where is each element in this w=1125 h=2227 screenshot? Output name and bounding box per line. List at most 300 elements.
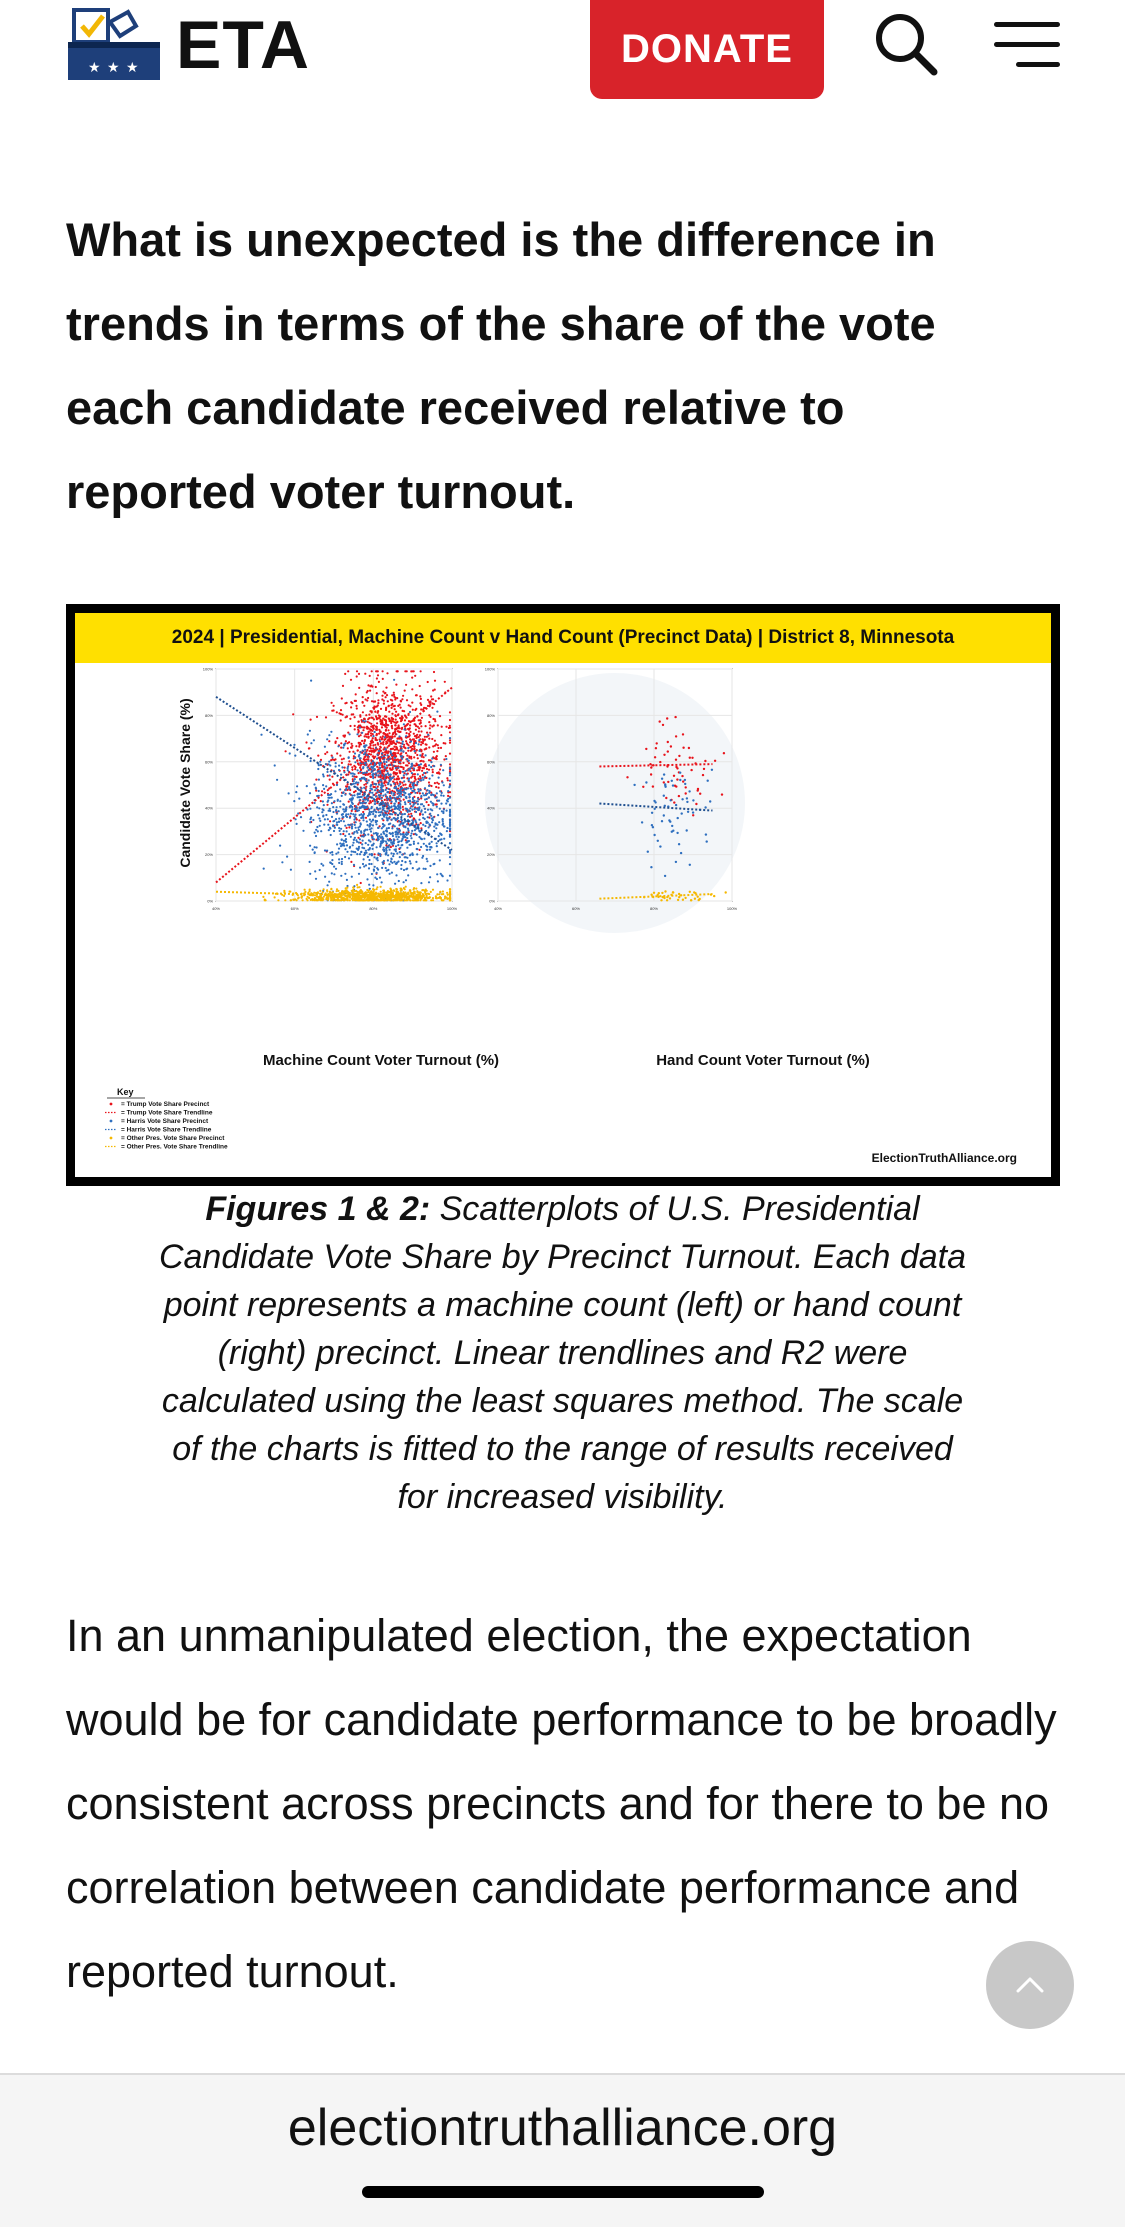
data-point xyxy=(327,794,329,796)
data-point xyxy=(650,866,652,868)
data-point xyxy=(310,680,312,682)
data-point xyxy=(651,812,653,814)
data-point xyxy=(343,892,345,894)
data-point xyxy=(363,742,365,744)
data-point xyxy=(418,790,420,792)
data-point xyxy=(439,859,441,861)
data-point xyxy=(329,891,331,893)
data-point xyxy=(317,768,319,770)
data-point xyxy=(397,767,399,769)
data-point xyxy=(344,873,346,875)
data-point xyxy=(409,803,411,805)
data-point xyxy=(395,807,397,809)
data-point xyxy=(289,890,291,892)
data-point xyxy=(402,784,404,786)
data-point xyxy=(308,890,310,892)
data-point xyxy=(304,891,306,893)
data-point xyxy=(663,754,665,756)
data-point xyxy=(688,790,690,792)
data-point xyxy=(394,705,396,707)
data-point xyxy=(351,747,353,749)
data-point xyxy=(393,721,395,723)
data-point xyxy=(391,718,393,720)
data-point xyxy=(378,729,380,731)
data-point xyxy=(331,863,333,865)
data-point xyxy=(421,717,423,719)
data-point xyxy=(442,890,444,892)
data-point xyxy=(420,708,422,710)
data-point xyxy=(436,842,438,844)
data-point xyxy=(340,709,342,711)
data-point xyxy=(309,821,311,823)
data-point xyxy=(353,839,355,841)
data-point xyxy=(449,763,451,765)
data-point xyxy=(375,892,377,894)
data-point xyxy=(341,697,343,699)
data-point xyxy=(654,756,656,758)
data-point xyxy=(400,868,402,870)
data-point xyxy=(388,817,390,819)
data-point xyxy=(660,899,662,901)
data-point xyxy=(385,761,387,763)
data-point xyxy=(360,823,362,825)
data-point xyxy=(380,791,382,793)
data-point xyxy=(367,856,369,858)
y-tick-label: 0% xyxy=(489,898,495,904)
data-point xyxy=(392,855,394,857)
data-point xyxy=(424,736,426,738)
data-point xyxy=(345,806,347,808)
data-point xyxy=(352,751,354,753)
ballot-box-logo-icon[interactable] xyxy=(66,6,162,82)
data-point xyxy=(411,790,413,792)
data-point xyxy=(350,679,352,681)
data-point xyxy=(344,702,346,704)
data-point xyxy=(355,790,357,792)
data-point xyxy=(394,753,396,755)
data-point xyxy=(405,879,407,881)
data-point xyxy=(367,733,369,735)
data-point xyxy=(449,719,451,721)
data-point xyxy=(339,755,341,757)
data-point xyxy=(641,821,643,823)
data-point xyxy=(677,817,679,819)
data-point xyxy=(411,832,413,834)
data-point xyxy=(384,763,386,765)
data-point xyxy=(433,794,435,796)
data-point xyxy=(293,899,295,901)
data-point xyxy=(335,765,337,767)
data-point xyxy=(439,891,441,893)
data-point xyxy=(420,741,422,743)
data-point xyxy=(426,895,428,897)
data-point xyxy=(324,849,326,851)
data-point xyxy=(365,842,367,844)
data-point xyxy=(394,697,396,699)
data-point xyxy=(366,878,368,880)
data-point xyxy=(422,824,424,826)
data-point xyxy=(337,799,339,801)
data-point xyxy=(306,898,308,900)
data-point xyxy=(358,873,360,875)
data-point xyxy=(387,754,389,756)
data-point xyxy=(385,715,387,717)
data-point xyxy=(699,793,701,795)
data-point xyxy=(386,842,388,844)
data-point xyxy=(436,824,438,826)
data-point xyxy=(380,798,382,800)
data-point xyxy=(437,747,439,749)
data-point xyxy=(440,734,442,736)
data-point xyxy=(406,899,408,901)
data-point xyxy=(688,747,690,749)
x-axis-label-machine: Machine Count Voter Turnout (%) xyxy=(262,1052,500,1069)
data-point xyxy=(414,675,416,677)
data-point xyxy=(366,749,368,751)
data-point xyxy=(350,813,352,815)
data-point xyxy=(368,736,370,738)
data-point xyxy=(336,752,338,754)
data-point xyxy=(655,747,657,749)
data-point xyxy=(449,767,451,769)
data-point xyxy=(349,899,351,901)
data-point xyxy=(420,725,422,727)
data-point xyxy=(429,790,431,792)
data-point xyxy=(440,873,442,875)
data-point xyxy=(352,899,354,901)
data-point xyxy=(391,707,393,709)
data-point xyxy=(362,767,364,769)
data-point xyxy=(319,869,321,871)
data-point xyxy=(358,829,360,831)
data-point xyxy=(346,844,348,846)
data-point xyxy=(419,789,421,791)
data-point xyxy=(363,899,365,901)
data-point xyxy=(362,893,364,895)
data-point xyxy=(398,785,400,787)
data-point xyxy=(387,846,389,848)
logo-text[interactable]: ETA xyxy=(176,7,310,83)
data-point xyxy=(362,819,364,821)
data-point xyxy=(437,772,439,774)
data-point xyxy=(427,822,429,824)
data-point xyxy=(365,850,367,852)
data-point xyxy=(414,723,416,725)
data-point xyxy=(393,817,395,819)
data-point xyxy=(352,892,354,894)
data-point xyxy=(400,818,402,820)
data-point xyxy=(405,752,407,754)
data-point xyxy=(389,743,391,745)
data-point xyxy=(359,757,361,759)
data-point xyxy=(300,816,302,818)
data-point xyxy=(314,870,316,872)
data-point xyxy=(441,792,443,794)
address-bar-url[interactable]: electiontruthalliance.org xyxy=(287,2099,838,2157)
data-point xyxy=(407,714,409,716)
data-point xyxy=(396,832,398,834)
data-point xyxy=(425,794,427,796)
data-point xyxy=(380,736,382,738)
data-point xyxy=(410,750,412,752)
x-tick-label: 80% xyxy=(369,906,378,911)
data-point xyxy=(428,796,430,798)
data-point xyxy=(430,785,432,787)
data-point xyxy=(406,732,408,734)
data-point xyxy=(353,773,355,775)
data-point xyxy=(356,733,358,735)
data-point xyxy=(321,811,323,813)
data-point xyxy=(412,800,414,802)
data-point xyxy=(436,711,438,713)
data-point xyxy=(433,830,435,832)
data-point xyxy=(666,717,668,719)
hamburger-menu-icon[interactable] xyxy=(990,20,1060,70)
legend-label: = Harris Vote Share Precinct xyxy=(121,1118,209,1125)
data-point xyxy=(449,742,451,744)
data-point xyxy=(354,757,356,759)
data-point xyxy=(437,814,439,816)
data-point xyxy=(706,840,708,842)
data-point xyxy=(665,797,667,799)
data-point xyxy=(429,732,431,734)
data-point xyxy=(319,820,321,822)
data-point xyxy=(346,827,348,829)
data-point xyxy=(370,740,372,742)
data-point xyxy=(335,762,337,764)
y-tick-label: 0% xyxy=(207,898,213,904)
data-point xyxy=(346,851,348,853)
data-point xyxy=(375,811,377,813)
data-point xyxy=(365,817,367,819)
data-point xyxy=(384,769,386,771)
data-point xyxy=(423,843,425,845)
data-point xyxy=(385,709,387,711)
data-point xyxy=(364,807,366,809)
scroll-to-top-button[interactable] xyxy=(986,1941,1074,2029)
data-point xyxy=(391,801,393,803)
data-point xyxy=(339,788,341,790)
data-point xyxy=(704,806,706,808)
data-point xyxy=(387,898,389,900)
data-point xyxy=(409,784,411,786)
data-point xyxy=(319,890,321,892)
data-point xyxy=(411,702,413,704)
data-point xyxy=(395,759,397,761)
data-point xyxy=(333,897,335,899)
data-point xyxy=(376,766,378,768)
data-point xyxy=(371,769,373,771)
data-point xyxy=(402,833,404,835)
data-point xyxy=(428,785,430,787)
data-point xyxy=(359,825,361,827)
data-point xyxy=(406,670,408,672)
data-point xyxy=(369,685,371,687)
data-point xyxy=(398,831,400,833)
data-point xyxy=(355,782,357,784)
search-icon[interactable] xyxy=(872,10,942,80)
data-point xyxy=(414,829,416,831)
data-point xyxy=(382,795,384,797)
data-point xyxy=(431,738,433,740)
data-point xyxy=(378,815,380,817)
data-point xyxy=(368,863,370,865)
data-point xyxy=(351,850,353,852)
data-point xyxy=(328,734,330,736)
data-point xyxy=(369,690,371,692)
data-point xyxy=(309,861,311,863)
data-point xyxy=(389,764,391,766)
data-point xyxy=(372,733,374,735)
data-point xyxy=(449,772,451,774)
legend-label: = Other Pres. Vote Share Precinct xyxy=(121,1135,225,1142)
data-point xyxy=(429,778,431,780)
data-point xyxy=(341,861,343,863)
data-point xyxy=(401,758,403,760)
data-point xyxy=(351,823,353,825)
data-point xyxy=(399,789,401,791)
data-point xyxy=(398,742,400,744)
data-point xyxy=(449,819,451,821)
data-point xyxy=(418,736,420,738)
data-point xyxy=(365,891,367,893)
data-point xyxy=(342,747,344,749)
data-point xyxy=(396,796,398,798)
data-point xyxy=(343,820,345,822)
data-point xyxy=(386,827,388,829)
data-point xyxy=(383,761,385,763)
data-point xyxy=(322,773,324,775)
data-point xyxy=(351,806,353,808)
data-point xyxy=(406,699,408,701)
data-point xyxy=(376,807,378,809)
data-point xyxy=(383,782,385,784)
data-point xyxy=(426,798,428,800)
data-point xyxy=(329,774,331,776)
svg-text:★: ★ xyxy=(126,59,139,75)
data-point xyxy=(440,794,442,796)
data-point xyxy=(416,891,418,893)
data-point xyxy=(385,687,387,689)
data-point xyxy=(409,810,411,812)
data-point xyxy=(410,782,412,784)
data-point xyxy=(298,897,300,899)
data-point xyxy=(368,809,370,811)
data-point xyxy=(387,798,389,800)
data-point xyxy=(383,703,385,705)
data-point xyxy=(409,860,411,862)
data-point xyxy=(362,750,364,752)
data-point xyxy=(408,760,410,762)
data-point xyxy=(657,840,659,842)
data-point xyxy=(383,816,385,818)
home-indicator[interactable] xyxy=(362,2186,764,2198)
data-point xyxy=(309,792,311,794)
data-point xyxy=(676,767,678,769)
data-point xyxy=(443,825,445,827)
data-point xyxy=(391,872,393,874)
data-point xyxy=(351,713,353,715)
data-point xyxy=(374,789,376,791)
data-point xyxy=(652,826,654,828)
data-point xyxy=(392,893,394,895)
data-point xyxy=(397,804,399,806)
data-point xyxy=(354,768,356,770)
data-point xyxy=(390,858,392,860)
data-point xyxy=(431,821,433,823)
data-point xyxy=(438,783,440,785)
data-point xyxy=(430,891,432,893)
data-point xyxy=(422,774,424,776)
data-point xyxy=(388,774,390,776)
data-point xyxy=(411,775,413,777)
data-point xyxy=(426,860,428,862)
data-point xyxy=(364,740,366,742)
data-point xyxy=(400,840,402,842)
data-point xyxy=(392,781,394,783)
data-point xyxy=(368,859,370,861)
data-point xyxy=(449,863,451,865)
data-point xyxy=(411,809,413,811)
data-point xyxy=(365,714,367,716)
data-point xyxy=(335,868,337,870)
data-point xyxy=(414,750,416,752)
data-point xyxy=(671,825,673,827)
data-point xyxy=(351,745,353,747)
data-point xyxy=(396,740,398,742)
data-point xyxy=(424,818,426,820)
data-point xyxy=(416,869,418,871)
data-point xyxy=(354,899,356,901)
data-point xyxy=(338,765,340,767)
data-point xyxy=(387,854,389,856)
data-point xyxy=(362,726,364,728)
donate-button[interactable]: DONATE xyxy=(590,0,824,99)
data-point xyxy=(449,815,451,817)
data-point xyxy=(686,797,688,799)
data-point xyxy=(389,736,391,738)
data-point xyxy=(399,781,401,783)
data-point xyxy=(672,784,674,786)
data-point xyxy=(449,774,451,776)
data-point xyxy=(377,780,379,782)
data-point xyxy=(379,855,381,857)
data-point xyxy=(363,772,365,774)
data-point xyxy=(351,802,353,804)
data-point xyxy=(427,816,429,818)
data-point xyxy=(342,792,344,794)
data-point xyxy=(415,729,417,731)
data-point xyxy=(419,685,421,687)
data-point xyxy=(413,804,415,806)
data-point xyxy=(417,899,419,901)
data-point xyxy=(277,899,279,901)
data-point xyxy=(340,875,342,877)
data-point xyxy=(419,760,421,762)
data-point xyxy=(410,766,412,768)
data-point xyxy=(416,694,418,696)
y-tick-label: 100% xyxy=(202,666,213,672)
data-point xyxy=(410,862,412,864)
data-point xyxy=(325,897,327,899)
data-point xyxy=(663,795,665,797)
data-point xyxy=(378,750,380,752)
data-point xyxy=(372,800,374,802)
data-point xyxy=(317,814,319,816)
data-point xyxy=(667,741,669,743)
data-point xyxy=(395,799,397,801)
data-point xyxy=(400,746,402,748)
